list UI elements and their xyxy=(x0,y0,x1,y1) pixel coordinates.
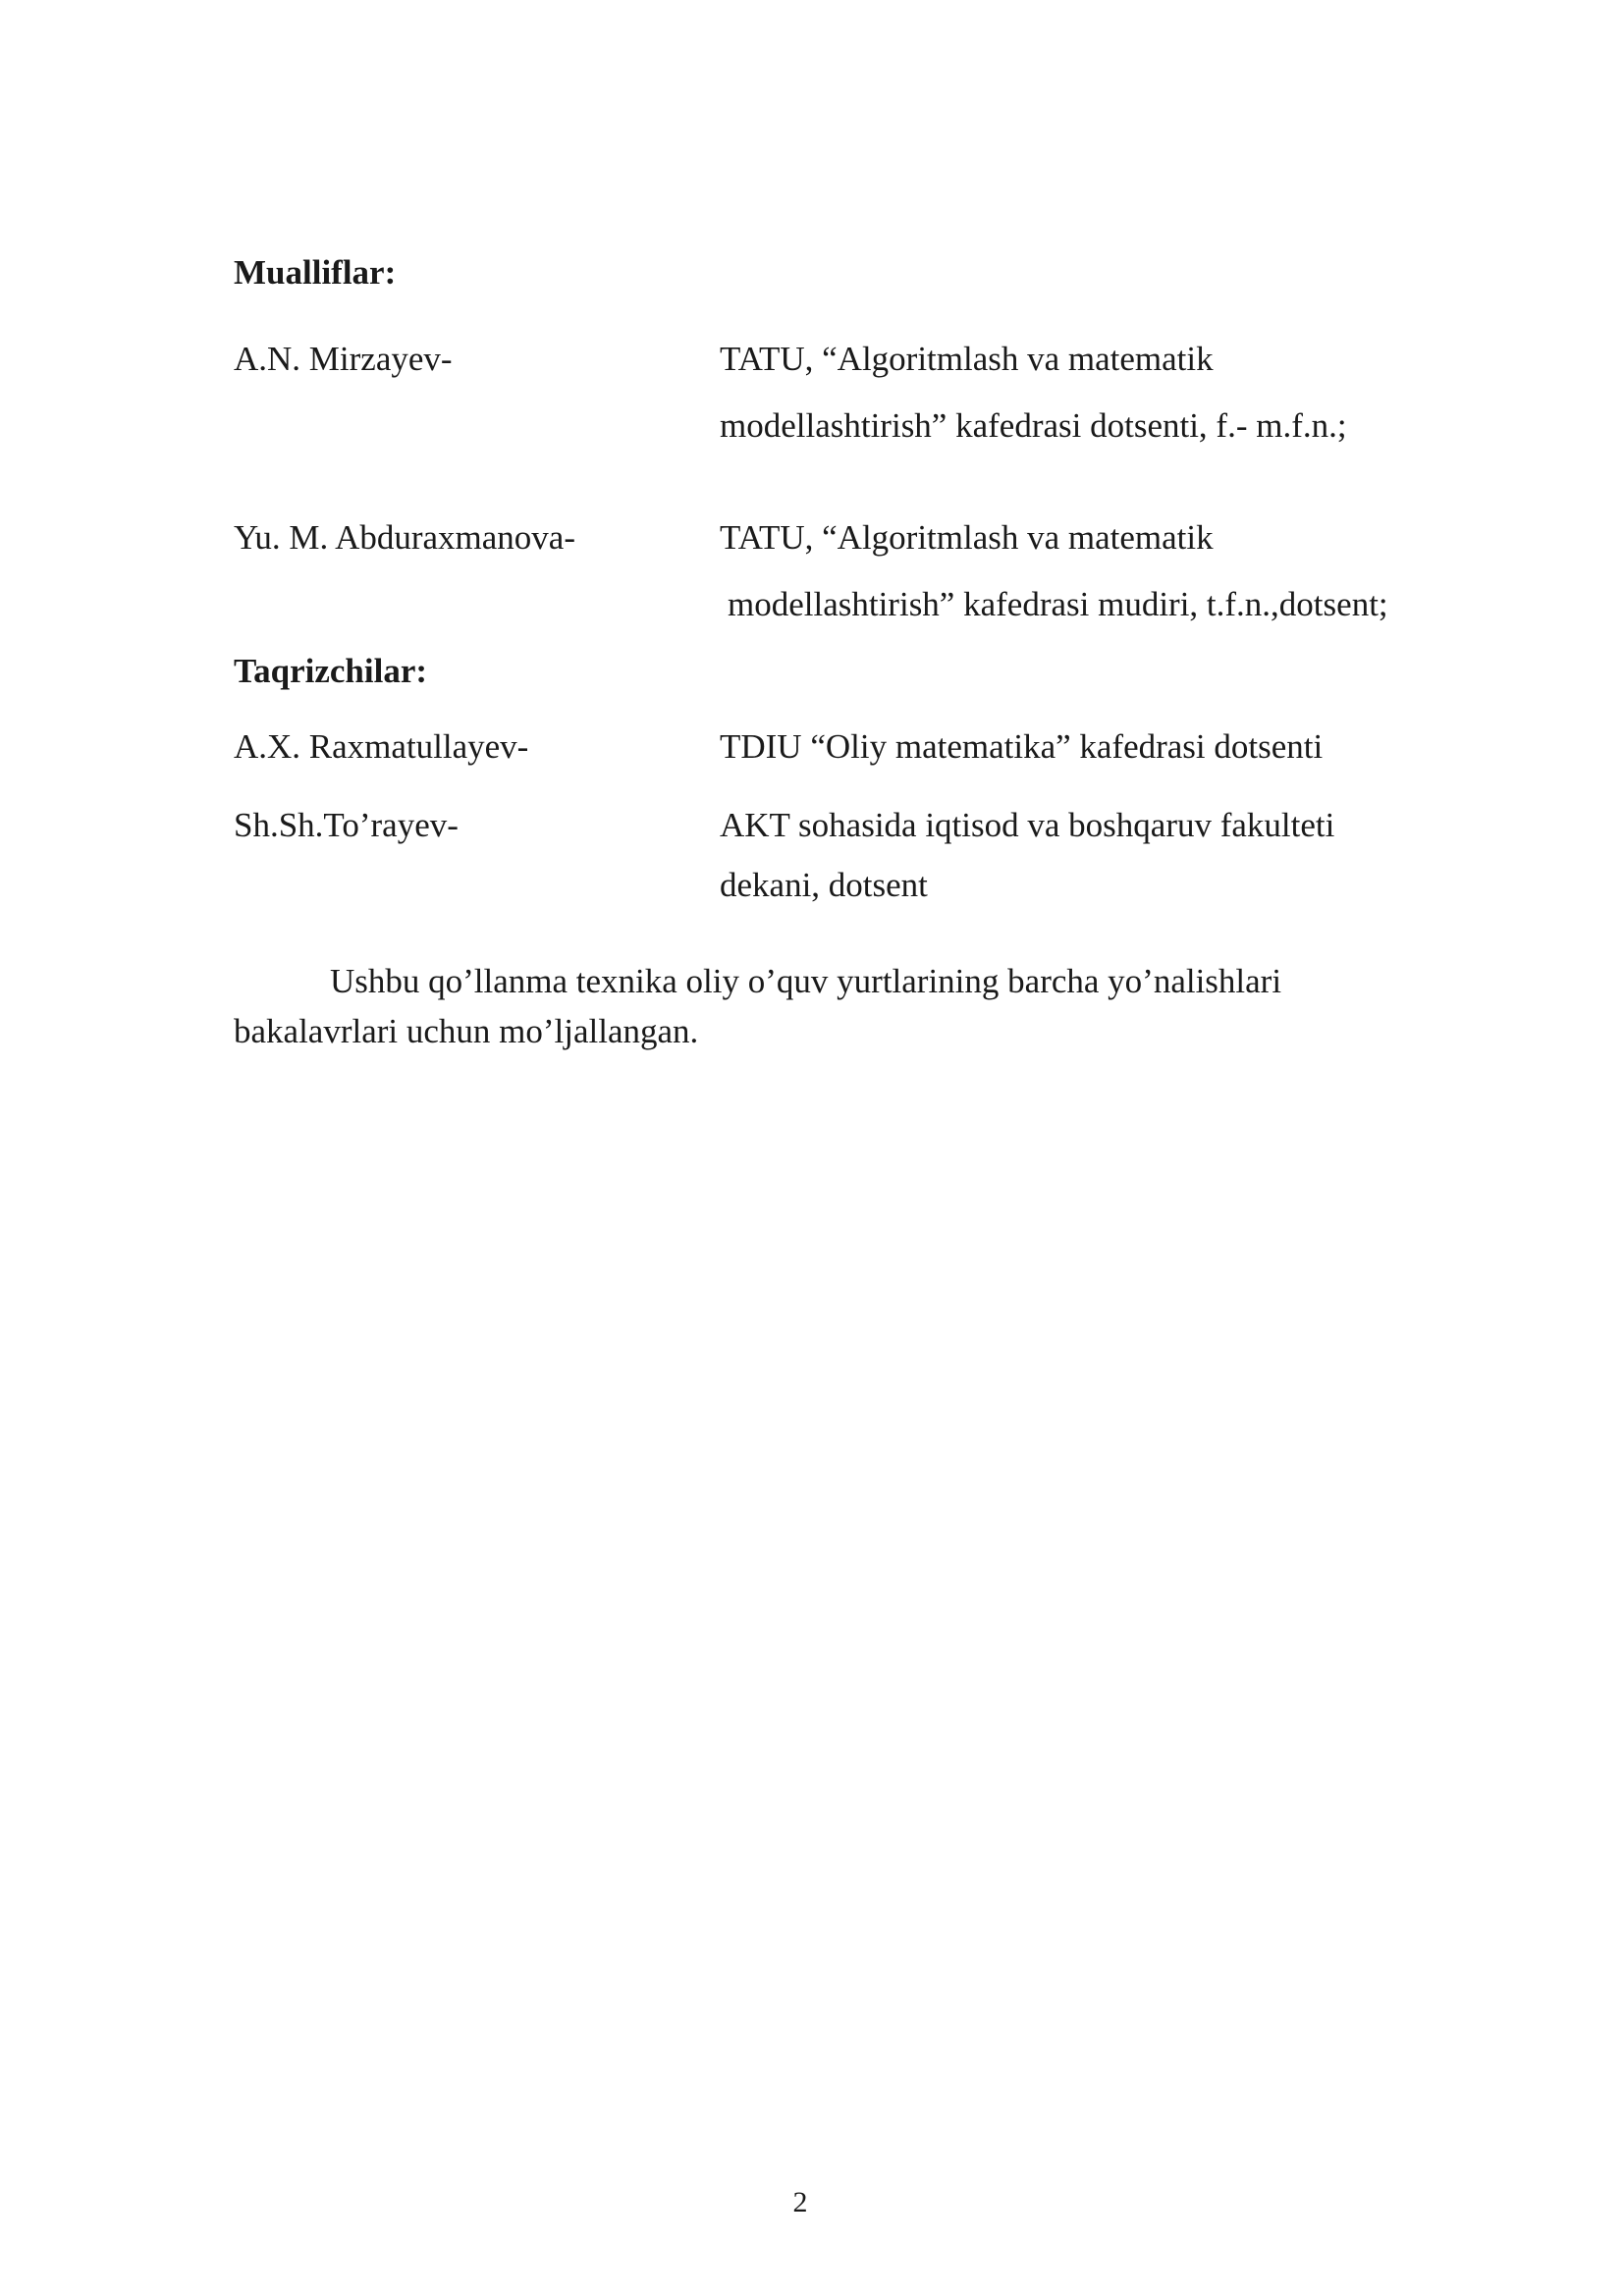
author-name-mirzayev: A.N. Mirzayev- xyxy=(234,340,453,378)
reviewer-affiliation-line: AKT sohasida iqtisod va boshqaruv fakulteti xyxy=(720,806,1335,844)
author-affiliation-line: modellashtirish” kafedrasi dotsenti, f.- m.f.n.; xyxy=(720,406,1347,445)
note-paragraph-line: Ushbu qo’llanma texnika oliy o’quv yurtlarining barcha yo’nalishlari xyxy=(330,962,1282,1000)
reviewers-heading: Taqrizchilar: xyxy=(234,652,428,690)
reviewer-name-torayev: Sh.Sh.To’rayev- xyxy=(234,806,459,844)
reviewer-affiliation-line: dekani, dotsent xyxy=(720,866,928,904)
reviewer-name-raxmatullayev: A.X. Raxmatullayev- xyxy=(234,727,529,766)
author-affiliation-line: modellashtirish” kafedrasi mudiri, t.f.n.,dotsent; xyxy=(728,585,1388,623)
author-name-abduraxmanova: Yu. M. Abduraxmanova- xyxy=(234,518,576,557)
author-affiliation-line: TATU, “Algoritmlash va matematik xyxy=(720,340,1214,378)
authors-heading: Mualliflar: xyxy=(234,253,397,292)
note-paragraph-line: bakalavrlari uchun mo’ljallangan. xyxy=(234,1012,699,1050)
reviewer-affiliation-line: TDIU “Oliy matematika” kafedrasi dotsenti xyxy=(720,727,1324,766)
page-number: 2 xyxy=(792,2186,808,2218)
author-affiliation-line: TATU, “Algoritmlash va matematik xyxy=(720,518,1214,557)
